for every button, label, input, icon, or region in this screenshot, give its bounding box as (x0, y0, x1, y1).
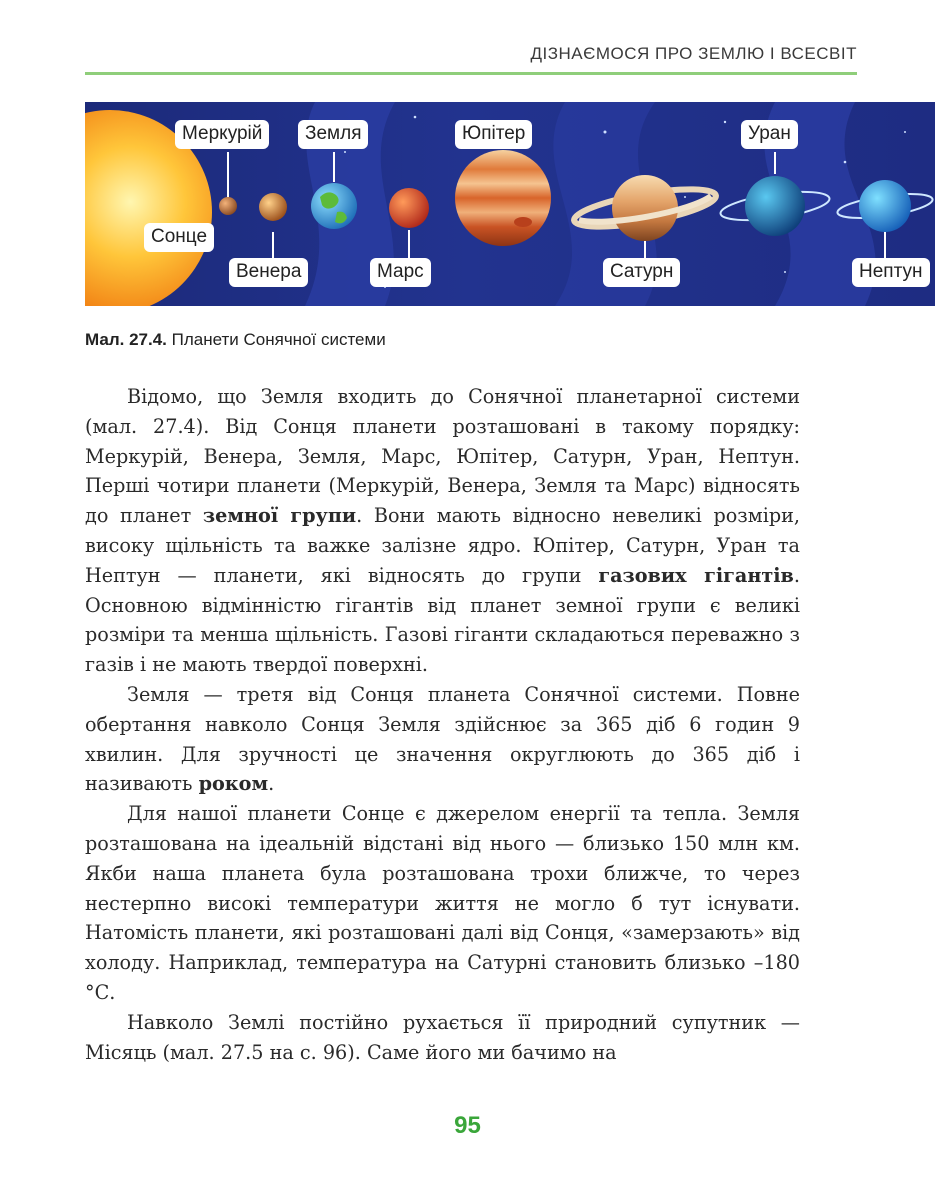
text-span: . Вони мають відносно невеликі розміри, високу щільність та важке залізне ядро. Юпітер, Сатурн, Уран та Нептун — планети, які відносять до групи (85, 504, 800, 587)
header-divider (85, 72, 857, 75)
paragraph-1 (85, 382, 800, 680)
body-text (85, 382, 800, 1067)
caption-text: Планети Сонячної системи (166, 330, 386, 349)
label-sun: Сонце (144, 223, 214, 252)
text-span: . Основною відмінністю гігантів від планет земної групи є великі розміри та менша щільність. Газові гіганти складаються переважно з газів і не мають твердої поверхні. (85, 563, 800, 677)
term-gas-giants: газових гігантів (598, 563, 794, 587)
label-uranus: Уран (741, 120, 798, 149)
page-number: 95 (454, 1112, 481, 1139)
figure-caption (85, 330, 386, 350)
paragraph-3: Для нашої планети Сонце є джерелом енергії та тепла. Земля розташована на ідеальній відстані від нього — близько 150 млн км. Якби наша планета була розташована трохи ближче, то через нестерпно високі температури життя не могло б тут існувати. Натомість планети, які розташовані далі від Сонця, «замерзають» від холоду. Наприклад, температура на Сатурні становить близько –180 °С. (85, 802, 800, 1004)
label-jupiter: Юпітер (455, 120, 532, 149)
paragraph-2 (85, 680, 800, 799)
paragraph-4: Навколо Землі постійно рухається її природний супутник — Місяць (мал. 27.5 на с. 96). Саме його ми бачимо на (85, 1010, 800, 1064)
label-mercury: Меркурій (175, 120, 269, 149)
label-earth: Земля (298, 120, 368, 149)
solar-system-illustration (85, 102, 935, 306)
term-terrestrial-planets: земної групи (202, 504, 357, 528)
running-header: ДІЗНАЄМОСЯ ПРО ЗЕМЛЮ І ВСЕСВІТ (530, 44, 857, 63)
caption-number: Мал. 27.4. (85, 330, 167, 349)
text-span: Земля — третя від Сонця планета Сонячної системи. Повне обертання навколо Сонця Земля здійснює за 365 діб 6 годин 9 хвилин. Для зручності це значення округлюють до 365 діб і називають (85, 682, 800, 796)
label-mars: Марс (370, 258, 431, 287)
text-span: Відомо, що Земля входить до Сонячної планетарної системи (мал. 27.4). Від Сонця планети розташовані в такому порядку: Меркурій, Венера, Земля, Марс, Юпітер, Сатурн, Уран, Нептун. Перші чотири планети (Меркурій, Венера, Земля та Марс) відносять до планет (85, 385, 800, 528)
label-venus: Венера (229, 258, 308, 287)
label-neptune: Нептун (852, 258, 930, 287)
term-year: роком (198, 772, 269, 796)
label-saturn: Сатурн (603, 258, 680, 287)
text-span: . (268, 772, 275, 796)
